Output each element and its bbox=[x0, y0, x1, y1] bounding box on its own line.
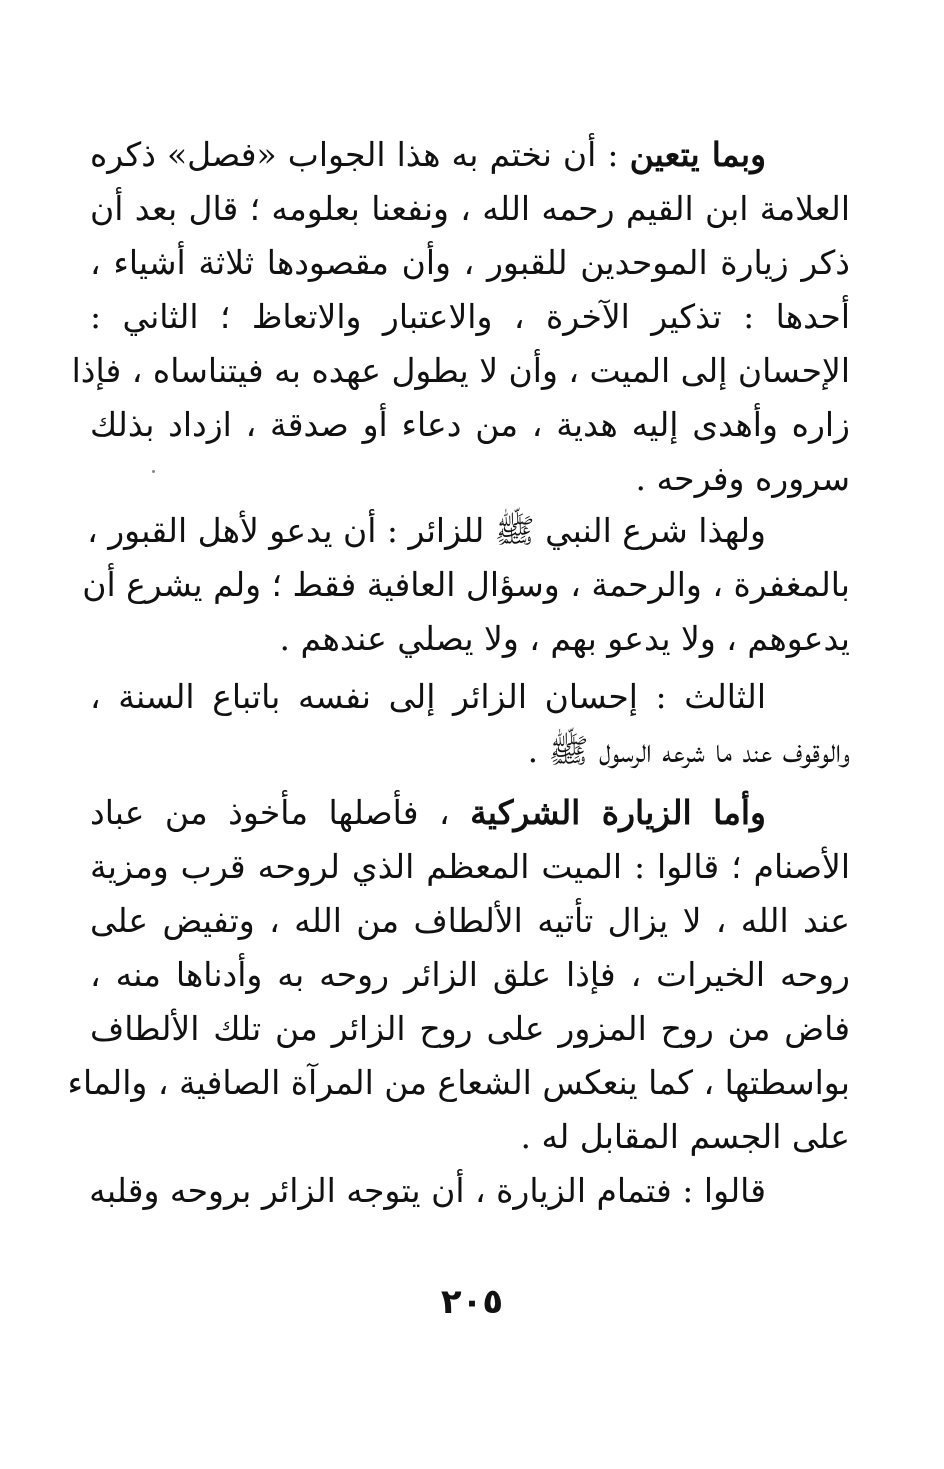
text-line: زاره وأهدى إليه هدية ، من دعاء أو صدقة ، ازداد بذلك bbox=[90, 405, 850, 444]
text-line: قالوا : فتمام الزيارة ، أن يتوجه الزائر بروحه وقلبه bbox=[89, 1171, 766, 1210]
text-line: الأصنام ؛ قالوا : الميت المعظم الذي لروحه قرب ومزية bbox=[90, 847, 850, 886]
text-line: سروره وفرحه . bbox=[635, 459, 850, 498]
paragraph-2 bbox=[82, 504, 850, 666]
text-line: يدعوهم ، ولا يدعو بهم ، ولا يصلي عندهم . bbox=[279, 619, 850, 658]
text-line: بواسطتها ، كما ينعكس الشعاع من المرآة الصافية ، والماء bbox=[67, 1063, 850, 1102]
paragraph-1 bbox=[71, 128, 850, 506]
text-line: الإحسان إلى الميت ، وأن لا يطول عهده به فيتناساه ، فإذا bbox=[71, 351, 850, 390]
text-line: عند الله ، لا يزال تأتيه الألطاف من الله ، وتفيض على bbox=[90, 901, 850, 940]
text-line: ولهذا شرع النبي ﷺ للزائر : أن يدعو لأهل القبور ، bbox=[87, 511, 766, 550]
text-line: فاض من روح المزور على روح الزائر من تلك الألطاف bbox=[90, 1009, 850, 1048]
page-number: ٢٠٥ bbox=[440, 1282, 504, 1322]
text-line: ذكر زيارة الموحدين للقبور ، وأن مقصودها ثلاثة أشياء ، bbox=[90, 243, 850, 282]
text-line: وأما الزيارة الشركية ، فأصلها مأخوذ من عباد bbox=[90, 793, 766, 832]
scan-speck bbox=[152, 470, 155, 473]
text-line: بالمغفرة ، والرحمة ، وسؤال العافية فقط ؛ ولم يشرع أن bbox=[82, 565, 850, 604]
text-line: أحدها : تذكير الآخرة ، والاعتبار والاتعاظ ؛ الثاني : bbox=[90, 297, 850, 336]
paragraph-5 bbox=[90, 1164, 850, 1218]
text-line: والوقوف عند ما شرعه الرسول ﷺ . bbox=[527, 731, 850, 770]
bold-lead: وأما الزيارة الشركية bbox=[470, 793, 766, 832]
text-line: الثالث : إحسان الزائر إلى نفسه باتباع السنة ، bbox=[90, 677, 766, 716]
text-line: على الجسم المقابل له . bbox=[520, 1117, 850, 1156]
paragraph-3 bbox=[90, 670, 850, 778]
bold-lead: وبما يتعين bbox=[629, 135, 767, 174]
paragraph-4 bbox=[67, 786, 850, 1164]
text-line: روحه الخيرات ، فإذا علق الزائر روحه به وأدناها منه ، bbox=[90, 955, 850, 994]
text-line: وبما يتعين : أن نختم به هذا الجواب «فصل» ذكره bbox=[90, 135, 767, 174]
text-line: العلامة ابن القيم رحمه الله ، ونفعنا بعلومه ؛ قال بعد أن bbox=[90, 189, 850, 228]
